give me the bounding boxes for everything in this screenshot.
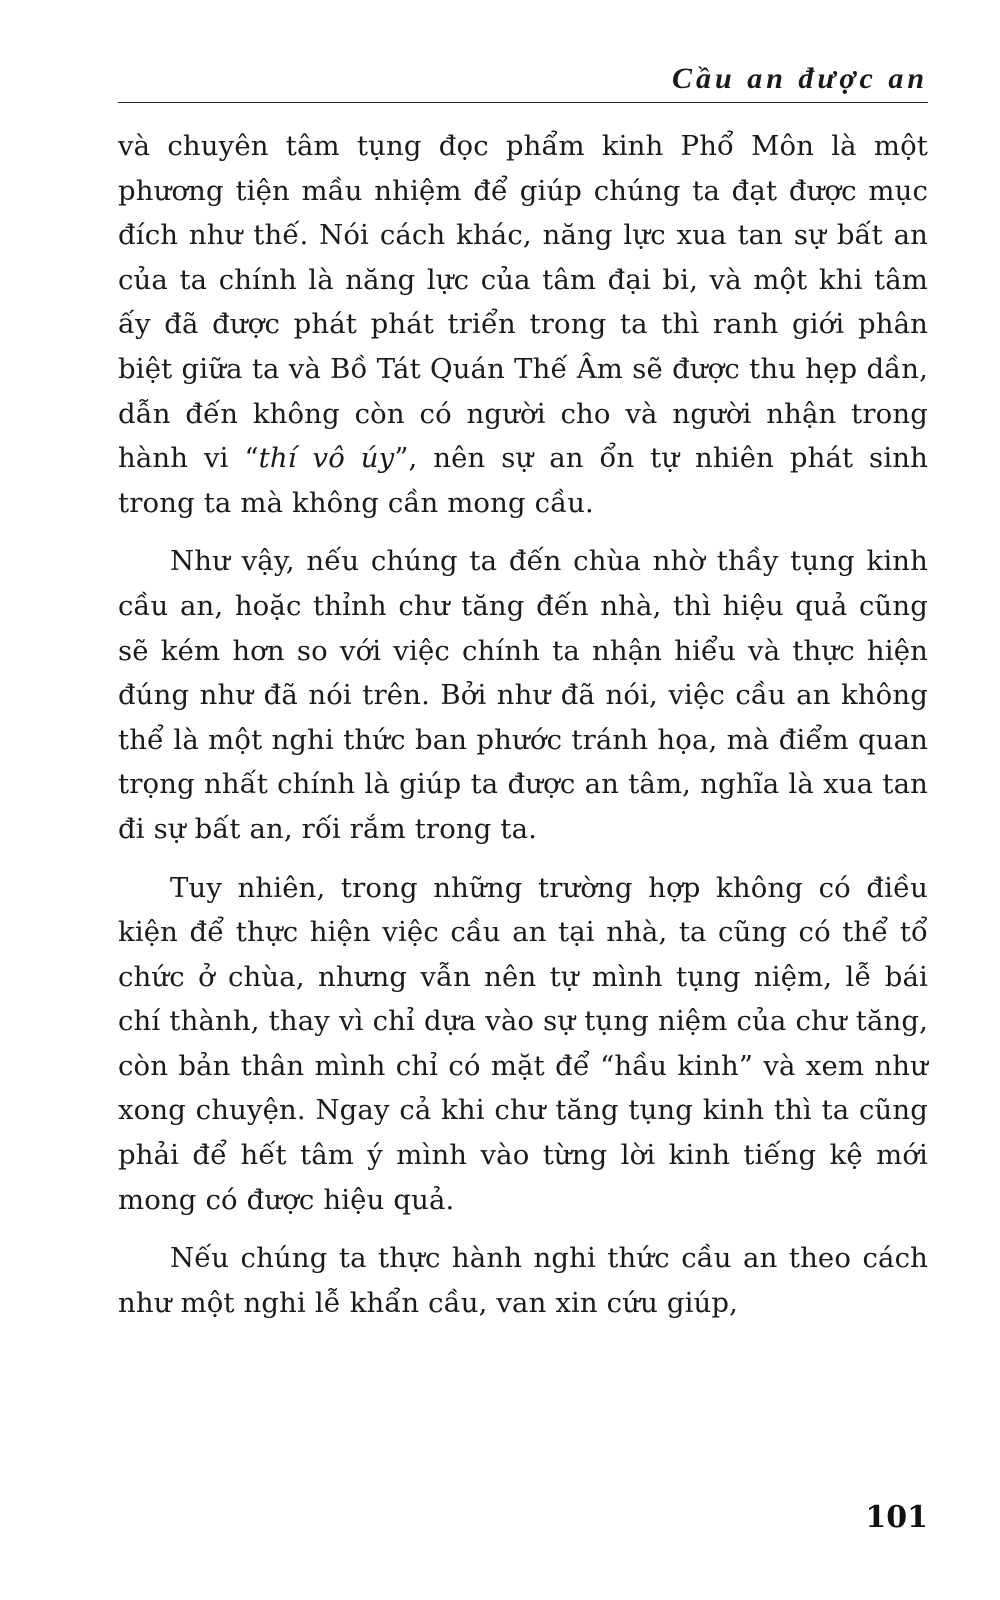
body-text bbox=[118, 124, 928, 1339]
paragraph-1-text-after: ”, nên sự an ổn tự nhiên phát sinh trong ta mà không cần mong cầu. bbox=[118, 442, 928, 519]
paragraph-2: Như vậy, nếu chúng ta đến chùa nhờ thầy tụng kinh cầu an, hoặc thỉnh chư tăng đến nhà, thì hiệu quả cũng sẽ kém hơn so với việc chính ta nhận hiểu và thực hiện đúng như đã nói trên. Bởi như đã nói, việc cầu an không thể là một nghi thức ban phước tránh họa, mà điểm quan trọng nhất chính là giúp ta được an tâm, nghĩa là xua tan đi sự bất an, rối rắm trong ta. bbox=[118, 545, 928, 845]
paragraph-3: Tuy nhiên, trong những trường hợp không có điều kiện để thực hiện việc cầu an tại nhà, ta cũng có thể tổ chức ở chùa, nhưng vẫn nên tự mình tụng niệm, lễ bái chí thành, thay vì chỉ dựa vào sự tụng niệm của chư tăng, còn bản thân mình chỉ có mặt để “hầu kinh” và xem như xong chuyện. Ngay cả khi chư tăng tụng kinh thì ta cũng phải để hết tâm ý mình vào từng lời kinh tiếng kệ mới mong có được hiệu quả. bbox=[118, 871, 928, 1216]
running-title: Cầu an được an bbox=[672, 62, 928, 95]
running-header bbox=[118, 56, 928, 103]
page-number: 101 bbox=[865, 1500, 928, 1535]
paragraph-1 bbox=[118, 124, 928, 525]
paragraph-1-italic-term: thí vô úy bbox=[258, 442, 395, 475]
paragraph-4: Nếu chúng ta thực hành nghi thức cầu an theo cách như một nghi lễ khẩn cầu, van xin cứu giúp, bbox=[118, 1242, 928, 1319]
paragraph-1-text-before: và chuyên tâm tụng đọc phẩm kinh Phổ Môn là một phương tiện mầu nhiệm để giúp chúng ta đạt được mục đích như thế. Nói cách khác, năng lực xua tan sự bất an của ta chính là năng lực của tâm đại bi, và một khi tâm ấy đã được phát phát triển trong ta thì ranh giới phân biệt giữa ta và Bồ Tát Quán Thế Âm sẽ được thu hẹp dần, dẫn đến không còn có người cho và người nhận trong hành vi “ bbox=[118, 130, 928, 475]
